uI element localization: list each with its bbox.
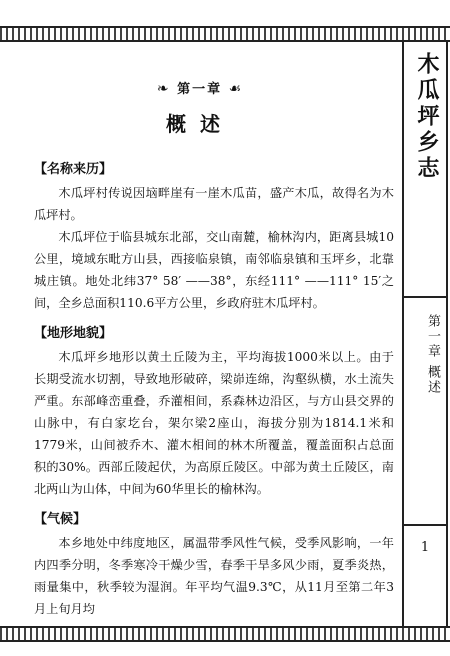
right-ornament-icon: ☙ [228, 81, 244, 97]
side-book-title: 木瓜坪乡志 [414, 52, 440, 182]
section-heading-terrain: 【地形地貌】 [34, 326, 113, 341]
page-number: 1 [420, 540, 430, 555]
paragraph: 本乡地处中纬度地区，属温带季风性气候，受季风影响，一年内四季分明，冬季寒冷干燥少雪，春季干旱多风少雨，夏季炎热，雨量集中，秋季较为湿润。年平均气温9.3℃，从11月至第二年3月上旬月均 [34, 536, 394, 616]
top-ornamental-border [0, 28, 450, 40]
chapter-heading [0, 78, 400, 97]
top-border-line-inner [0, 40, 450, 42]
left-ornament-icon: ❧ [156, 81, 171, 97]
side-column-divider-1 [402, 296, 448, 298]
paragraph: 木瓜坪乡地形以黄土丘陵为主，平均海拔1000米以上。由于长期受流水切割，导致地形破碎，梁峁连绵，沟壑纵横，水土流失严重。东部峰峦重叠，乔灌相间，系森林边沿区，与方山县交界的山脉中，有白家圪台，架尔梁2座山，海拔分别为1814.1米和1779米，山间被乔木、灌木相间的林木所覆盖，覆盖面积占总面积的30%。西部丘陵起伏，为高原丘陵区。中部为黄土丘陵区，南北两山为山体，中间为60华里长的榆林沟。 [34, 350, 394, 496]
chapter-number: 第一章 [177, 82, 223, 97]
section-heading-name-origin: 【名称来历】 [34, 162, 113, 177]
bottom-ornamental-border [0, 628, 450, 640]
paragraph: 木瓜坪村传说因垴畔崖有一崖木瓜苗，盛产木瓜，故得名为木瓜坪村。 [34, 186, 394, 222]
side-column-right-rule [446, 42, 448, 628]
side-chapter-label: 第一章 概述 [425, 314, 440, 396]
bottom-border-line [0, 640, 450, 642]
main-content [34, 160, 394, 620]
paragraph: 木瓜坪位于临县城东北部，交山南麓，榆林沟内，距离县城10公里，境域东毗方山县，西接临泉镇，南邻临泉镇和玉坪乡，北靠城庄镇。地处北纬37° 58′ ——38°，东经111° ——111° 15′之间，全乡总面积110.6平方公里，乡政府驻木瓜坪村。 [34, 230, 394, 310]
side-column-left-rule [402, 42, 404, 628]
page-title: 概述 [166, 112, 234, 136]
section-heading-climate: 【气候】 [34, 512, 87, 527]
side-column-divider-2 [402, 524, 448, 526]
